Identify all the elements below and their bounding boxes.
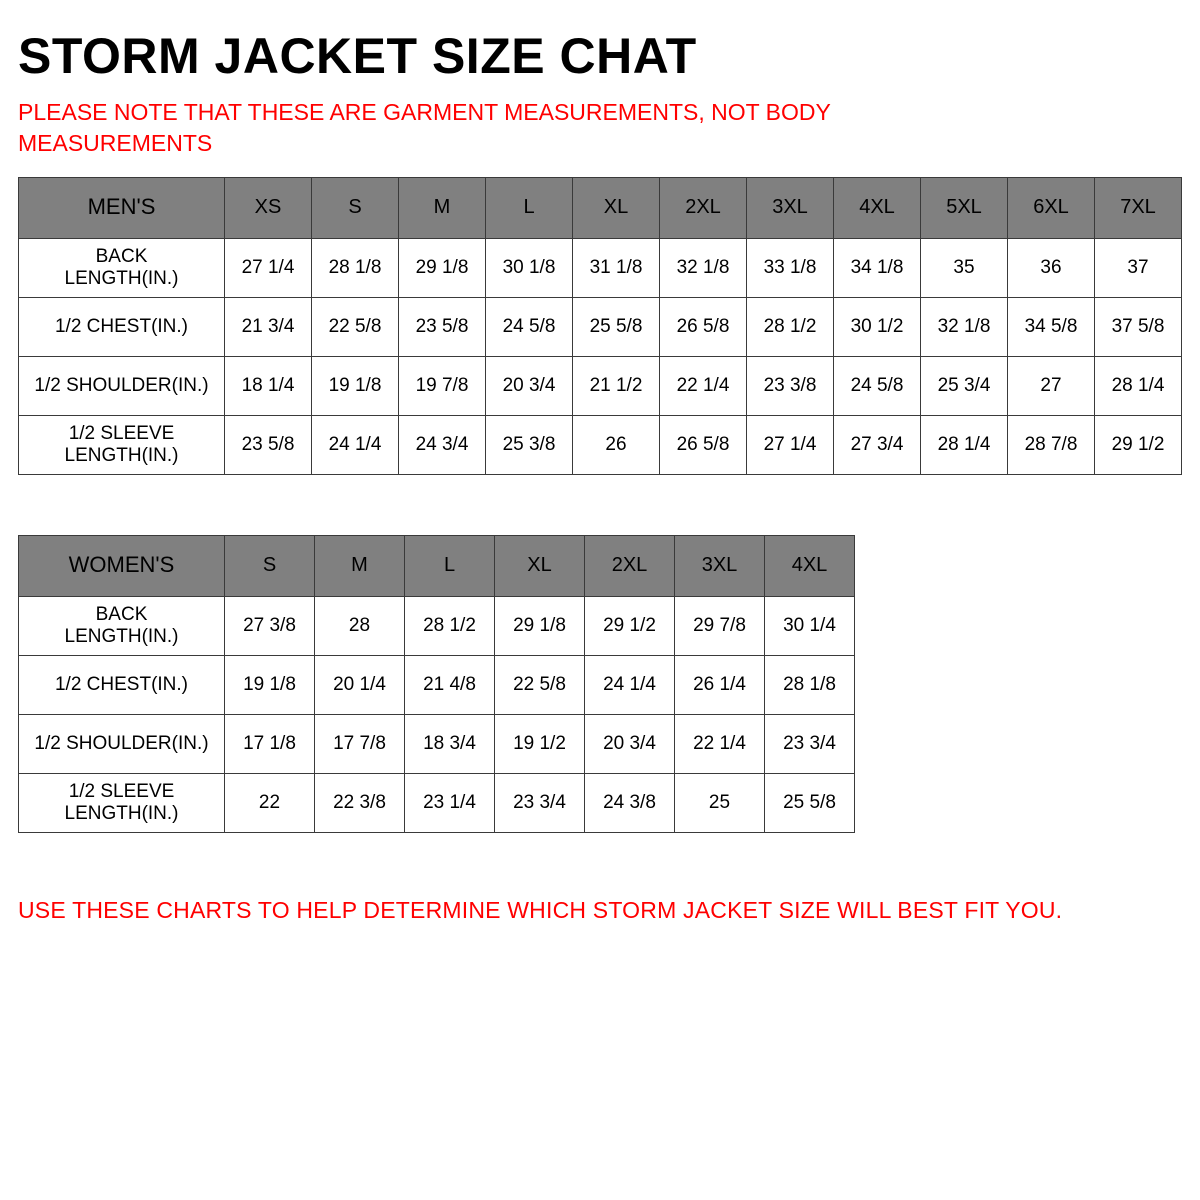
table-row <box>19 655 855 714</box>
measurement-cell: 28 <box>315 596 405 655</box>
measurement-cell: 37 <box>1095 238 1182 297</box>
measurement-cell: 19 1/2 <box>495 714 585 773</box>
size-header-3xl: 3XL <box>747 177 834 238</box>
measurement-cell: 23 3/8 <box>747 356 834 415</box>
measurement-cell: 29 1/8 <box>399 238 486 297</box>
measurement-cell: 22 5/8 <box>312 297 399 356</box>
measurement-cell: 19 7/8 <box>399 356 486 415</box>
measurement-cell: 27 3/4 <box>834 415 921 474</box>
measurement-cell: 23 3/4 <box>765 714 855 773</box>
measurement-cell: 17 7/8 <box>315 714 405 773</box>
size-header-2xl: 2XL <box>660 177 747 238</box>
mens-size-table <box>18 177 1182 475</box>
size-header-l: L <box>405 535 495 596</box>
measurement-cell: 24 3/8 <box>585 773 675 832</box>
measurement-label: 1/2 SLEEVE LENGTH(IN.) <box>19 415 225 474</box>
measurement-cell: 22 1/4 <box>660 356 747 415</box>
measurement-cell: 26 5/8 <box>660 297 747 356</box>
size-header-s: S <box>225 535 315 596</box>
size-header-7xl: 7XL <box>1095 177 1182 238</box>
measurement-label: 1/2 SLEEVE LENGTH(IN.) <box>19 773 225 832</box>
measurement-cell: 23 5/8 <box>225 415 312 474</box>
measurement-cell: 24 5/8 <box>486 297 573 356</box>
measurement-cell: 28 1/4 <box>921 415 1008 474</box>
measurement-cell: 32 1/8 <box>660 238 747 297</box>
size-header-l: L <box>486 177 573 238</box>
measurement-cell: 34 1/8 <box>834 238 921 297</box>
measurement-cell: 27 <box>1008 356 1095 415</box>
measurement-cell: 31 1/8 <box>573 238 660 297</box>
measurement-cell: 25 3/8 <box>486 415 573 474</box>
size-header-4xl: 4XL <box>834 177 921 238</box>
table-row <box>19 297 1182 356</box>
size-header-m: M <box>315 535 405 596</box>
womens-size-table <box>18 535 855 833</box>
size-header-xl: XL <box>495 535 585 596</box>
page-title: STORM JACKET SIZE CHAT <box>18 28 697 84</box>
measurement-cell: 23 3/4 <box>495 773 585 832</box>
measurement-label: BACK LENGTH(IN.) <box>19 238 225 297</box>
table-row <box>19 238 1182 297</box>
size-header-6xl: 6XL <box>1008 177 1095 238</box>
size-header-2xl: 2XL <box>585 535 675 596</box>
measurement-cell: 28 1/2 <box>747 297 834 356</box>
measurement-cell: 25 5/8 <box>573 297 660 356</box>
measurement-label: 1/2 SHOULDER(IN.) <box>19 356 225 415</box>
table-row <box>19 356 1182 415</box>
measurement-cell: 26 1/4 <box>675 655 765 714</box>
measurement-cell: 21 3/4 <box>225 297 312 356</box>
measurement-cell: 27 3/8 <box>225 596 315 655</box>
table-row <box>19 714 855 773</box>
measurement-cell: 21 1/2 <box>573 356 660 415</box>
measurement-cell: 24 1/4 <box>585 655 675 714</box>
measurement-cell: 28 7/8 <box>1008 415 1095 474</box>
mens-table-header-row <box>19 177 1182 238</box>
measurement-cell: 24 3/4 <box>399 415 486 474</box>
measurement-cell: 22 5/8 <box>495 655 585 714</box>
size-header-xl: XL <box>573 177 660 238</box>
size-header-3xl: 3XL <box>675 535 765 596</box>
measurement-cell: 29 1/2 <box>585 596 675 655</box>
measurement-cell: 22 <box>225 773 315 832</box>
measurement-cell: 28 1/4 <box>1095 356 1182 415</box>
measurement-cell: 17 1/8 <box>225 714 315 773</box>
measurement-cell: 26 5/8 <box>660 415 747 474</box>
size-header-4xl: 4XL <box>765 535 855 596</box>
table-row <box>19 415 1182 474</box>
measurement-cell: 24 5/8 <box>834 356 921 415</box>
measurement-cell: 28 1/8 <box>765 655 855 714</box>
measurement-cell: 33 1/8 <box>747 238 834 297</box>
mens-corner-label: MEN'S <box>19 177 225 238</box>
table-row <box>19 773 855 832</box>
measurement-cell: 23 1/4 <box>405 773 495 832</box>
measurement-cell: 25 3/4 <box>921 356 1008 415</box>
size-header-xs: XS <box>225 177 312 238</box>
measurement-cell: 29 1/2 <box>1095 415 1182 474</box>
measurement-cell: 25 5/8 <box>765 773 855 832</box>
measurement-cell: 30 1/8 <box>486 238 573 297</box>
measurement-cell: 37 5/8 <box>1095 297 1182 356</box>
measurement-cell: 24 1/4 <box>312 415 399 474</box>
table-row <box>19 596 855 655</box>
measurement-cell: 21 4/8 <box>405 655 495 714</box>
measurement-cell: 27 1/4 <box>225 238 312 297</box>
measurement-label: 1/2 CHEST(IN.) <box>19 655 225 714</box>
measurement-cell: 27 1/4 <box>747 415 834 474</box>
measurement-cell: 30 1/2 <box>834 297 921 356</box>
measurement-cell: 28 1/2 <box>405 596 495 655</box>
measurement-cell: 20 3/4 <box>585 714 675 773</box>
measurement-cell: 22 1/4 <box>675 714 765 773</box>
measurement-cell: 20 3/4 <box>486 356 573 415</box>
measurement-label: BACK LENGTH(IN.) <box>19 596 225 655</box>
measurement-cell: 18 3/4 <box>405 714 495 773</box>
measurement-cell: 19 1/8 <box>312 356 399 415</box>
table-spacer <box>18 475 1182 517</box>
size-header-m: M <box>399 177 486 238</box>
top-note: PLEASE NOTE THAT THESE ARE GARMENT MEASUREMENTS, NOT BODY MEASUREMENTS <box>18 98 831 156</box>
measurement-cell: 19 1/8 <box>225 655 315 714</box>
measurement-cell: 34 5/8 <box>1008 297 1095 356</box>
measurement-cell: 32 1/8 <box>921 297 1008 356</box>
measurement-cell: 29 1/8 <box>495 596 585 655</box>
measurement-cell: 29 7/8 <box>675 596 765 655</box>
bottom-note: USE THESE CHARTS TO HELP DETERMINE WHICH STORM JACKET SIZE WILL BEST FIT YOU. <box>18 896 1063 923</box>
measurement-cell: 18 1/4 <box>225 356 312 415</box>
measurement-cell: 26 <box>573 415 660 474</box>
measurement-cell: 30 1/4 <box>765 596 855 655</box>
measurement-cell: 22 3/8 <box>315 773 405 832</box>
measurement-cell: 36 <box>1008 238 1095 297</box>
size-header-s: S <box>312 177 399 238</box>
measurement-label: 1/2 SHOULDER(IN.) <box>19 714 225 773</box>
measurement-label: 1/2 CHEST(IN.) <box>19 297 225 356</box>
measurement-cell: 23 5/8 <box>399 297 486 356</box>
measurement-cell: 25 <box>675 773 765 832</box>
measurement-cell: 20 1/4 <box>315 655 405 714</box>
measurement-cell: 28 1/8 <box>312 238 399 297</box>
womens-corner-label: WOMEN'S <box>19 535 225 596</box>
size-header-5xl: 5XL <box>921 177 1008 238</box>
measurement-cell: 35 <box>921 238 1008 297</box>
womens-table-header-row <box>19 535 855 596</box>
